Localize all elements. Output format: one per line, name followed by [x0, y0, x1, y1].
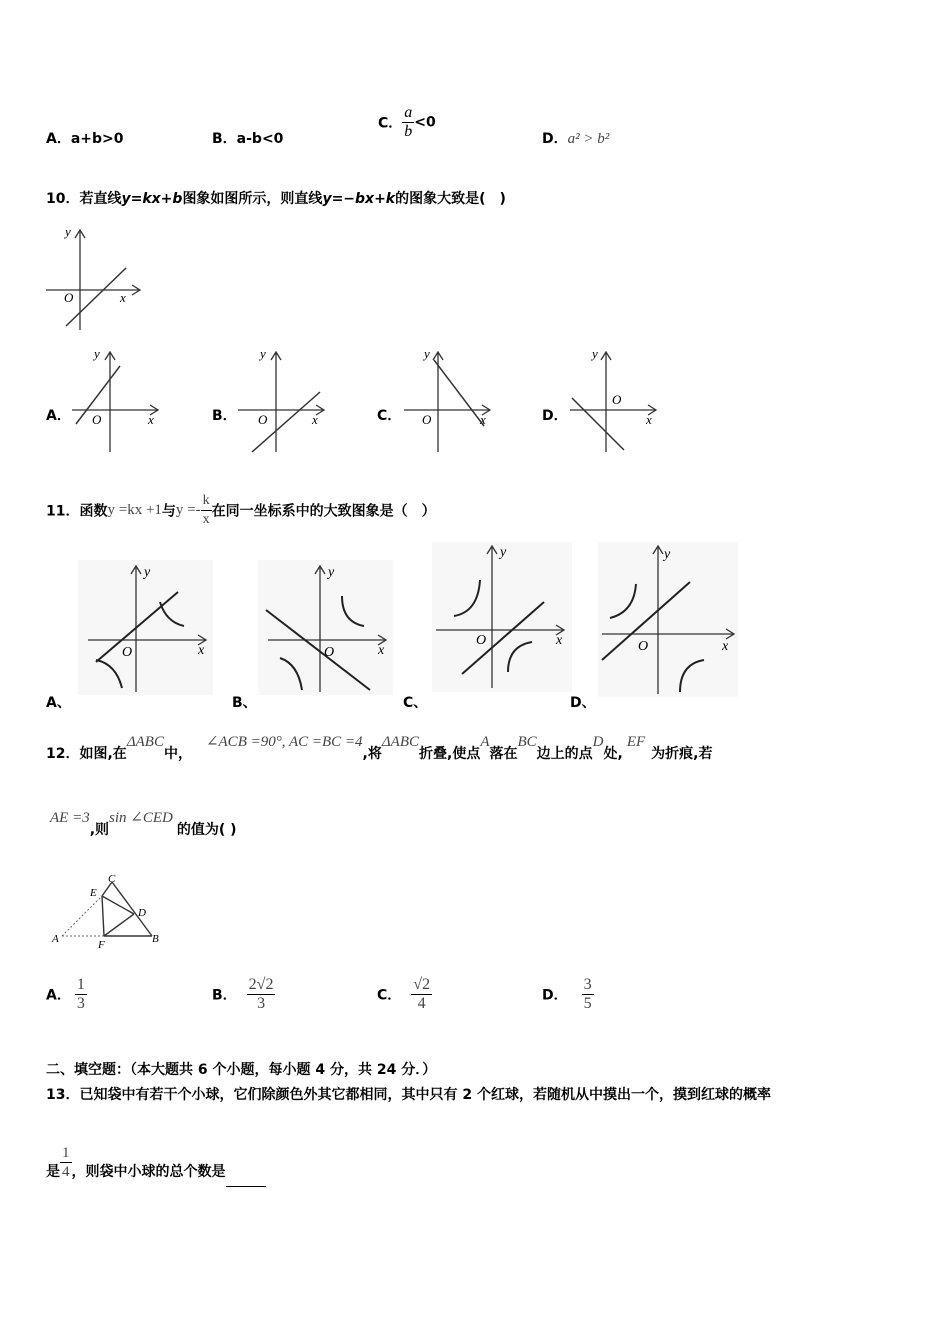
q10-equation-1: y=kx+b: [121, 191, 183, 207]
q12-stem-line2: [50, 806, 237, 838]
svg-text:O: O: [258, 412, 268, 427]
label-c: C: [108, 873, 116, 885]
svg-text:y: y: [328, 565, 335, 580]
x-label: x: [120, 290, 126, 305]
q12-t8: 为折痕,若: [651, 746, 713, 762]
q12-triangle: ΔABC: [126, 734, 164, 750]
svg-text:x: x: [198, 643, 205, 658]
label-a: A: [52, 933, 59, 945]
q12-t7: 处,: [603, 746, 623, 762]
svg-text:x: x: [646, 412, 652, 427]
q11-stem: [46, 492, 436, 529]
q12-a-den: 3: [76, 995, 85, 1012]
q13-answer-blank[interactable]: [226, 1172, 266, 1187]
q11-option-a-graph: [78, 560, 213, 695]
line-y-kx-b: [66, 268, 126, 326]
svg-text:O: O: [324, 645, 335, 660]
q9-option-b-text: a-b<0: [236, 131, 284, 147]
q10-equation-2: y=−bx+k: [322, 191, 396, 207]
q10-number: 10．: [46, 191, 80, 207]
q12-t6: 边上的点: [536, 746, 593, 762]
q9-option-d-label: D．: [542, 131, 568, 147]
q9-option-a: [46, 128, 124, 148]
svg-text:x: x: [556, 633, 563, 648]
q12-d-den: 5: [583, 995, 592, 1012]
q12-a-num: 1: [76, 976, 85, 993]
section-2-title: 二、填空题：（本大题共 6 个小题，每小题 4 分，共 24 分．）: [46, 1062, 437, 1078]
q12-ae: AE =3: [50, 810, 90, 826]
q9-option-a-text: a+b>0: [70, 131, 124, 147]
q12-segment-ef: EF: [626, 734, 646, 750]
label-e: E: [90, 887, 97, 899]
q11-frac-num: k: [201, 492, 212, 511]
q12-option-c-label: C．: [377, 987, 402, 1004]
q12-b-den: 3: [257, 995, 266, 1012]
q12-condition: ∠ACB =90°, AC =BC =4: [205, 734, 363, 750]
svg-text:O: O: [122, 645, 133, 660]
q11-option-b-label: B、: [232, 695, 257, 711]
q12-number: 12．: [46, 746, 80, 762]
q12-option-a: [46, 976, 87, 1013]
svg-text:y: y: [592, 346, 598, 361]
svg-text:x: x: [722, 639, 729, 654]
q12-option-b: [212, 976, 275, 1013]
q13-post: ，则袋中小球的总个数是: [71, 1163, 226, 1180]
q12-triangle-2: ΔABC: [381, 734, 419, 750]
q12-t1: 如图,在: [79, 746, 127, 762]
q11-equation-2: y =-: [175, 502, 201, 518]
q12-option-a-label: A．: [46, 987, 71, 1004]
q11-option-c-graph: [432, 542, 572, 692]
q12-t4: 折叠,使点: [419, 746, 481, 762]
q9-option-d-text: a² > b²: [567, 131, 610, 147]
q9-option-c-fraction: [402, 104, 414, 141]
q13-text: 已知袋中有若干个小球，它们除颜色外其它都相同，其中只有 2 个红球，若随机从中摸出一个，摸到红球的概率: [79, 1087, 771, 1103]
q10-reference-graph: [40, 222, 150, 334]
q12-option-c: [377, 976, 432, 1013]
q12-t5: 落在: [489, 746, 518, 762]
q12-sin-ced: sin ∠CED: [109, 810, 173, 826]
q9-option-b-label: B．: [212, 131, 237, 147]
svg-text:O: O: [612, 392, 622, 407]
q11-equation-1: y =kx +1: [107, 502, 162, 518]
label-f: F: [98, 939, 105, 951]
q12-d-num: 3: [583, 976, 592, 993]
q9-option-c: [378, 104, 436, 141]
q12-option-d: [542, 976, 594, 1013]
svg-text:x: x: [312, 412, 318, 427]
q10-text-mid: 图象如图所示，则直线: [182, 191, 323, 207]
q11-option-c-label: C、: [403, 695, 428, 711]
label-d: D: [138, 907, 146, 919]
q11-text-post: 在同一坐标系中的大致图象是（ ）: [211, 503, 436, 520]
q10-option-c-label: C．: [377, 408, 402, 424]
q10-option-b-graph: [232, 346, 332, 454]
q13-pre: 是: [46, 1163, 60, 1180]
q10-stem: [46, 188, 506, 208]
q13-number: 13．: [46, 1087, 80, 1103]
q12-t3: ,将: [362, 746, 382, 762]
q12-b-num: 2√2: [248, 976, 274, 993]
svg-text:y: y: [144, 565, 151, 580]
svg-text:y: y: [94, 346, 100, 361]
q9-option-c-label: C．: [378, 115, 403, 132]
q12-c-den: 4: [417, 995, 426, 1012]
q11-frac-den: x: [202, 512, 210, 527]
q10-option-a-label: A．: [46, 408, 71, 424]
svg-text:y: y: [424, 346, 430, 361]
svg-text:x: x: [378, 643, 385, 658]
q11-option-a-label: A、: [46, 695, 71, 711]
q12-stem: [46, 730, 926, 762]
q10-option-d-label: D．: [542, 408, 568, 424]
svg-text:O: O: [92, 412, 102, 427]
option-c-line: [434, 360, 484, 426]
q12-triangle-figure: [44, 872, 174, 952]
q9-c-denominator: b: [404, 123, 413, 140]
q10-option-d-graph: [564, 346, 664, 454]
q10-option-b-label: B．: [212, 408, 237, 424]
q13-prob-num: 1: [62, 1145, 70, 1161]
q9-option-a-label: A．: [46, 131, 71, 147]
q10-option-c-graph: [398, 346, 498, 454]
q12-option-d-label: D．: [542, 987, 568, 1004]
q12-t9: ,则: [89, 822, 110, 838]
q10-text-post: 的图象大致是( ): [395, 191, 506, 207]
q11-option-d-graph: [598, 542, 738, 697]
q11-text-pre: 函数: [79, 503, 108, 520]
q11-fraction: [201, 492, 212, 529]
svg-text:O: O: [638, 639, 649, 654]
q12-point-a: A: [480, 734, 490, 750]
y-label: y: [65, 224, 71, 239]
q9-c-numerator: a: [404, 104, 413, 121]
q13-stem-line2: [46, 1144, 266, 1181]
q12-option-b-label: B．: [212, 987, 237, 1004]
svg-text:y: y: [500, 545, 507, 560]
q10-text-pre: 若直线: [79, 191, 122, 207]
q13-stem: [46, 1084, 771, 1104]
q12-t2: 中，: [163, 746, 192, 762]
q12-c-num: √2: [413, 976, 431, 993]
svg-text:O: O: [422, 412, 432, 427]
svg-text:y: y: [260, 346, 266, 361]
q12-point-d: D: [592, 734, 604, 750]
svg-text:O: O: [476, 633, 487, 648]
q9-option-b: [212, 128, 283, 148]
q11-option-d-label: D、: [570, 695, 596, 711]
q9-option-d: [542, 128, 609, 148]
q12-t10: 的值为( ): [176, 822, 237, 838]
label-b: B: [152, 933, 159, 945]
q11-number: 11．: [46, 503, 80, 520]
q10-option-a-graph: [66, 346, 166, 454]
q11-option-b-graph: [258, 560, 393, 695]
q9-option-c-tail: <0: [414, 114, 436, 131]
q13-prob-den: 4: [62, 1164, 70, 1180]
origin-label: O: [64, 290, 74, 305]
q11-text-mid: 与: [161, 503, 176, 520]
svg-text:y: y: [664, 547, 671, 562]
svg-text:x: x: [148, 412, 154, 427]
svg-text:x: x: [480, 412, 486, 427]
q12-segment-bc: BC: [517, 734, 537, 750]
